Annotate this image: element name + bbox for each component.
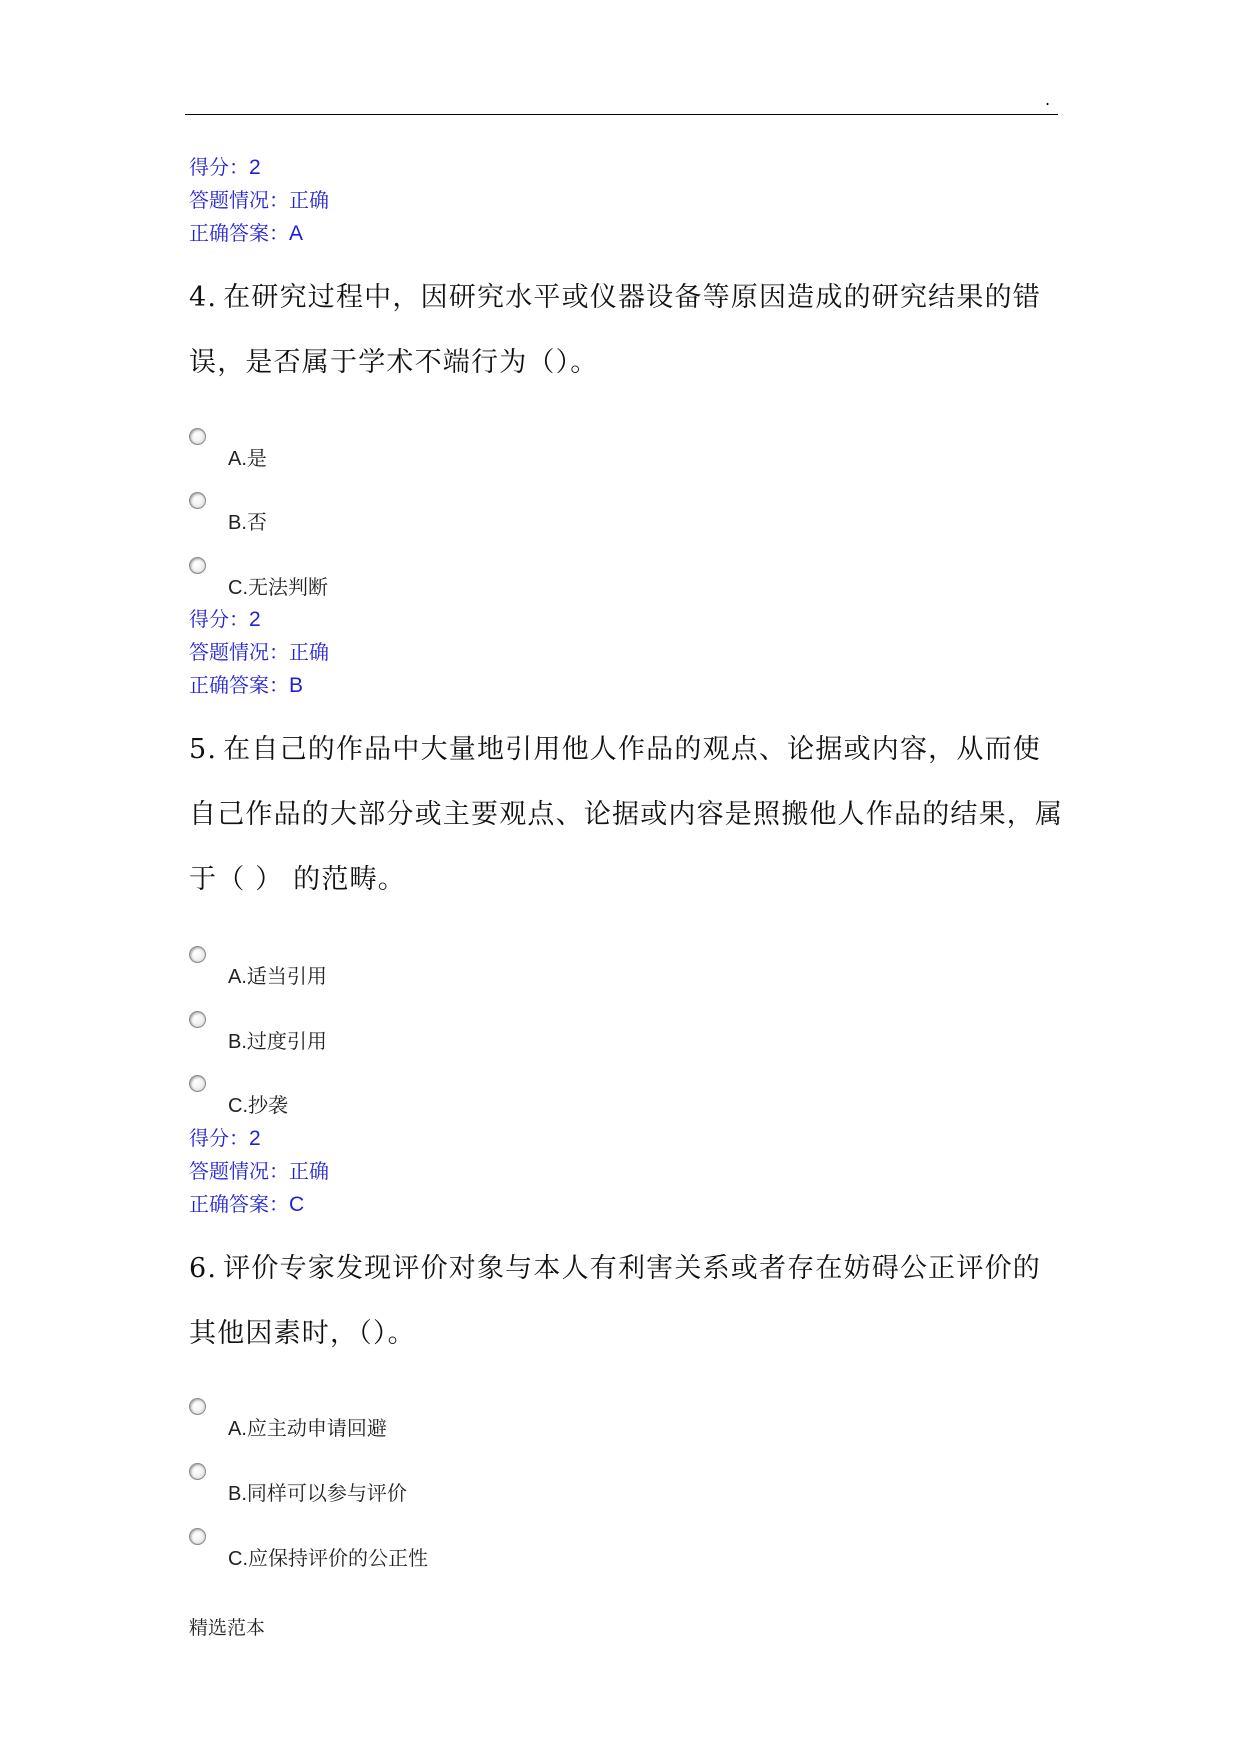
radio-button[interactable] xyxy=(189,557,206,574)
question-6-text: 6. 评价专家发现评价对象与本人有利害关系或者存在妨碍公正评价的其他因素时，（）。 xyxy=(189,1253,1041,1349)
header-rule xyxy=(185,114,1058,115)
question-5-text: 5. 在自己的作品中大量地引用他人作品的观点、论据或内容，从而使自己作品的大部分或主要观点、论据或内容是照搬他人作品的结果，属于（ ） 的范畴。 xyxy=(189,734,1064,895)
question-4-result xyxy=(189,603,329,702)
question-6-option-c[interactable] xyxy=(189,1528,428,1570)
question-6-option-a[interactable] xyxy=(189,1398,387,1440)
radio-button[interactable] xyxy=(189,1463,206,1480)
option-label: B.否 xyxy=(228,510,267,534)
question-4-option-c[interactable] xyxy=(189,557,328,599)
option-label: B.同样可以参与评价 xyxy=(228,1481,407,1505)
radio-button[interactable] xyxy=(189,1398,206,1415)
status-line: 答题情况：正确 xyxy=(189,188,329,212)
header-dot: . xyxy=(1045,90,1051,109)
option-label: A.应主动申请回避 xyxy=(228,1416,387,1440)
option-label: C.无法判断 xyxy=(228,575,328,599)
option-label: C.应保持评价的公正性 xyxy=(228,1546,428,1570)
option-label: A.是 xyxy=(228,446,267,470)
radio-button[interactable] xyxy=(189,428,206,445)
score-line: 得分：2 xyxy=(189,1126,261,1150)
radio-button[interactable] xyxy=(189,492,206,509)
page-footer: 精选范本 xyxy=(189,1617,266,1639)
answer-line: 正确答案：C xyxy=(189,1192,305,1216)
radio-button[interactable] xyxy=(189,1011,206,1028)
option-label: B.过度引用 xyxy=(228,1029,327,1053)
question-5-option-c[interactable] xyxy=(189,1075,288,1117)
question-5-option-b[interactable] xyxy=(189,1011,327,1053)
radio-button[interactable] xyxy=(189,1075,206,1092)
answer-line: 正确答案：A xyxy=(189,221,304,245)
status-line: 答题情况：正确 xyxy=(189,640,329,664)
question-6-option-b[interactable] xyxy=(189,1463,407,1505)
option-label: C.抄袭 xyxy=(228,1093,288,1117)
score-line: 得分：2 xyxy=(189,155,261,179)
status-line: 答题情况：正确 xyxy=(189,1159,329,1183)
question-3-result xyxy=(189,151,329,250)
question-4-text: 4. 在研究过程中，因研究水平或仪器设备等原因造成的研究结果的错误，是否属于学术不端行为（）。 xyxy=(189,282,1041,378)
score-line: 得分：2 xyxy=(189,607,261,631)
question-5-option-a[interactable] xyxy=(189,946,327,988)
answer-line: 正确答案：B xyxy=(189,673,304,697)
question-4-option-b[interactable] xyxy=(189,492,267,534)
radio-button[interactable] xyxy=(189,946,206,963)
question-4-option-a[interactable] xyxy=(189,428,267,470)
radio-button[interactable] xyxy=(189,1528,206,1545)
option-label: A.适当引用 xyxy=(228,964,327,988)
question-5-result xyxy=(189,1122,329,1221)
